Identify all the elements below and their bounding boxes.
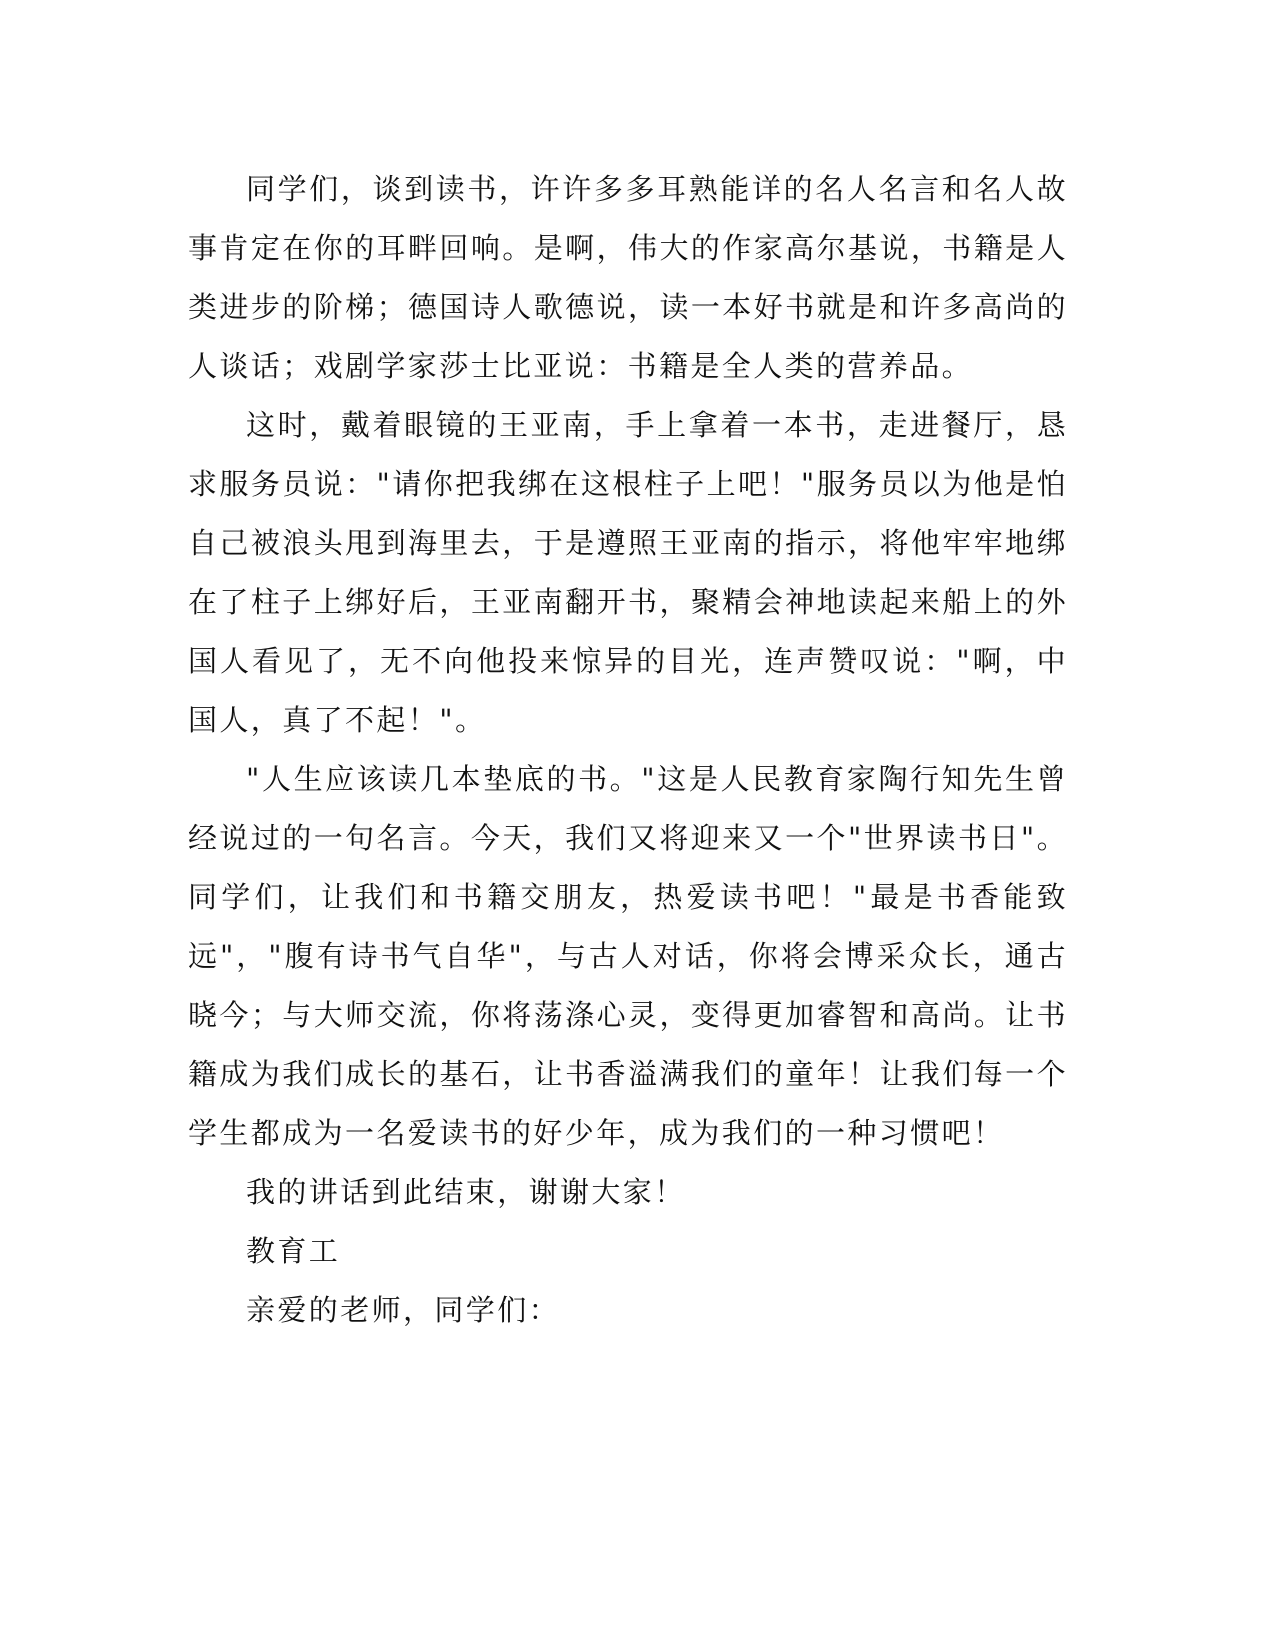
paragraph-salutation: 亲爱的老师，同学们： xyxy=(246,1293,561,1327)
paragraph-closing: 我的讲话到此结束，谢谢大家！ xyxy=(246,1175,686,1209)
paragraph-famous-quotes: 同学们，谈到读书，许许多多耳熟能详的名人名言和名人故事肯定在你的耳畔回响。是啊，伟大的作家高尔基说，书籍是人类进步的阶梯；德国诗人歌德说，读一本好书就是和许多高尚的人谈话；戏剧学家莎士比亚说：书籍是全人类的营养品。 xyxy=(188,172,1068,383)
paragraph-reading-appeal: "人生应该读几本垫底的书。"这是人民教育家陶行知先生曾经说过的一句名言。今天，我们又将迎来又一个"世界读书日"。同学们，让我们和书籍交朋友，热爱读书吧！"最是书香能致远"，"腹有诗书气自华"，与古人对话，你将会博采众长，通古晓今；与大师交流，你将荡涤心灵，变得更加睿智和高尚。让书籍成为我们成长的基石，让书香溢满我们的童年！让我们每一个学生都成为一名爱读书的好少年，成为我们的一种习惯吧！ xyxy=(188,762,1068,1150)
document-body xyxy=(188,160,1068,1340)
paragraph-wang-yanan-story: 这时，戴着眼镜的王亚南，手上拿着一本书，走进餐厅，恳求服务员说："请你把我绑在这根柱子上吧！"服务员以为他是怕自己被浪头甩到海里去，于是遵照王亚南的指示，将他牢牢地绑在了柱子上绑好后，王亚南翻开书，聚精会神地读起来船上的外国人看见了，无不向他投来惊异的目光，连声赞叹说："啊，中国人，真了不起！"。 xyxy=(188,408,1068,737)
paragraph-signature: 教育工 xyxy=(246,1234,341,1268)
